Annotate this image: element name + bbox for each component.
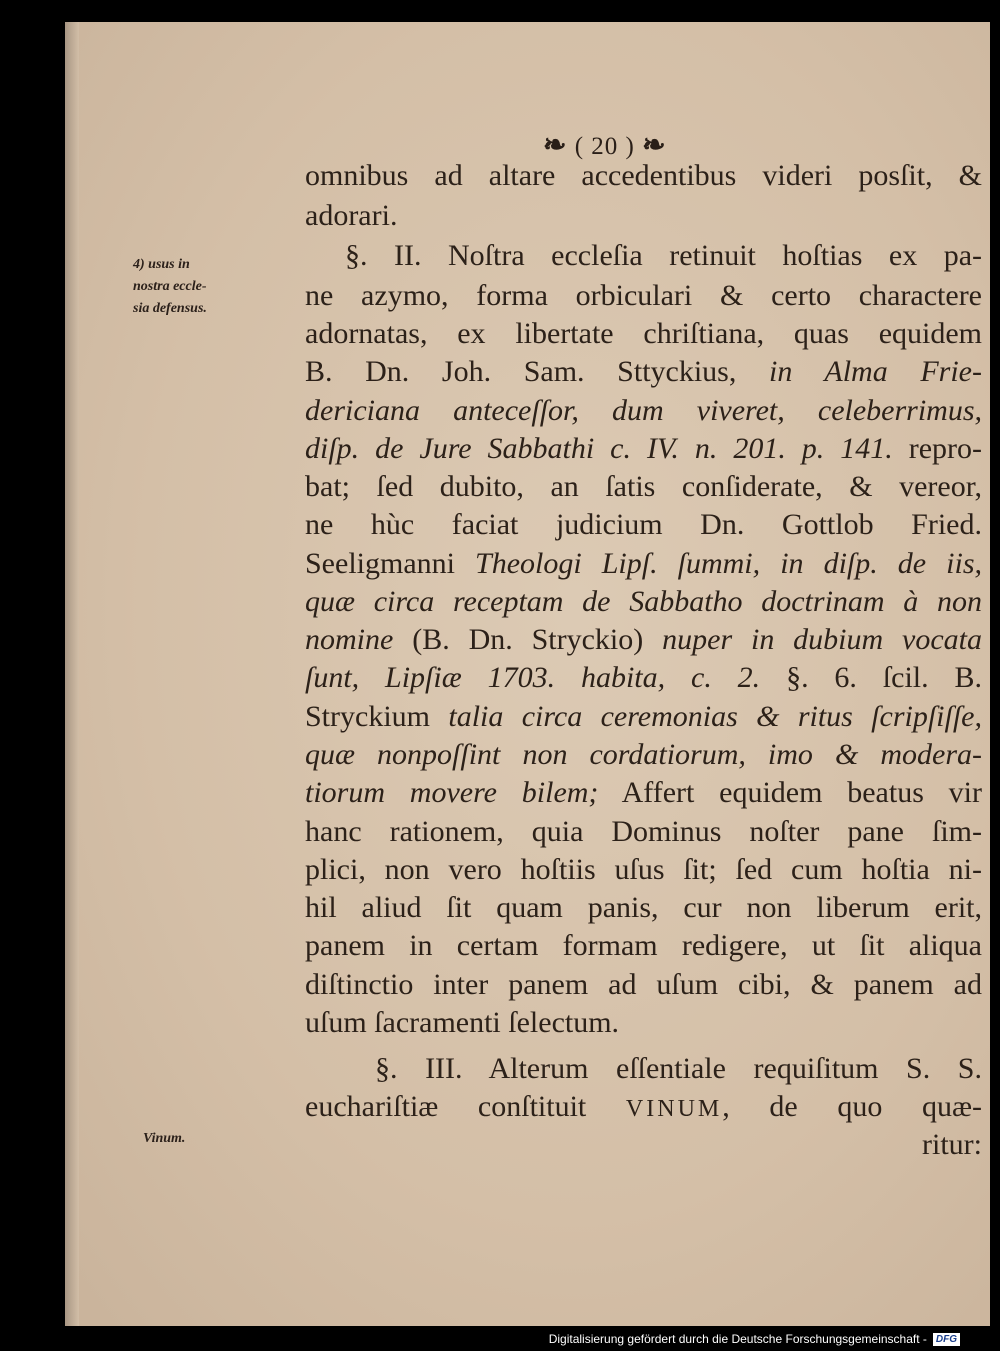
text-line (305, 431, 982, 467)
italic-span: nuper in dubium vocata (662, 623, 983, 656)
text-line (305, 1051, 982, 1087)
text-line: panem in certam formam redigere, ut ſit aliqua (305, 929, 982, 962)
text-line (305, 584, 982, 620)
margin-note-line: sia defensus. (133, 301, 207, 316)
text-span: Noſtra eccleſia retinuit hoſtias ex pa- (448, 239, 983, 272)
italic-span: diſp. de Jure Sabbathi c. IV. n. 201. p. 141. (305, 432, 893, 465)
italic-span: ſunt, Lipſiæ 1703. habita, c. 2. (305, 661, 761, 694)
text-span: Seeligmanni (305, 547, 455, 580)
italic-span: nomine (305, 623, 394, 656)
text-line: omnibus ad altare accedentibus videri posſit, & (305, 159, 982, 192)
text-line (305, 1089, 982, 1127)
text-span: §. 6. ſcil. B. (786, 661, 982, 694)
text-line (305, 737, 982, 773)
italic-span: quæ circa receptam de Sabbatho doctrinam à non (305, 585, 982, 618)
italic-span: in Alma Frie- (768, 355, 982, 388)
section-mark: §. III. (375, 1052, 463, 1085)
italic-span: Theologi Lipſ. ſummi, in diſp. de iis, (475, 547, 982, 580)
text-line (305, 699, 982, 735)
text-line: plici, non vero hoſtiis uſus ſit; ſed cum hoſtia ni- (305, 853, 982, 886)
footer-credit (549, 1330, 960, 1348)
page-header (543, 128, 667, 162)
margin-note-line: nostra eccle- (133, 279, 207, 294)
italic-span: tiorum movere bilem; (305, 776, 599, 809)
text-span: Stryckium (305, 700, 430, 733)
text-line (305, 775, 982, 811)
italic-span: talia circa ceremonias & ritus ſcripſiſſe, (448, 700, 983, 733)
text-span: B. Dn. Joh. Sam. Sttyckius, (305, 355, 737, 388)
text-span: Alterum eſſentiale requiſitum S. S. (488, 1052, 982, 1085)
text-span: Affert equidem beatus vir (621, 776, 983, 809)
section-mark: §. II. (345, 239, 422, 272)
text-line: adorari. (305, 199, 398, 232)
text-span: (B. Dn. Stryckio) (412, 623, 644, 656)
italic-span: dericiana anteceſſor, dum viveret, celeberrimus, (305, 394, 982, 427)
left-ornament-icon: ❧ (543, 130, 568, 161)
margin-note-usus (133, 254, 207, 320)
text-line (305, 393, 982, 429)
text-line (305, 622, 982, 658)
book-page (65, 22, 990, 1326)
page-spine-shadow (65, 22, 79, 1326)
text-line (305, 660, 982, 696)
text-span: , de quo quæ- (722, 1090, 982, 1123)
text-line-catchword: ritur: (922, 1128, 982, 1161)
text-span: euchariſtiæ conſtituit (305, 1090, 587, 1123)
text-line: ne hùc faciat judicium Dn. Gottlob Fried. (305, 508, 982, 541)
text-line: adornatas, ex libertate chriſtiana, quas equidem (305, 317, 982, 350)
page-number: ( 20 ) (574, 133, 635, 160)
text-line: bat; ſed dubito, an ſatis conſiderate, & vereor, (305, 470, 982, 503)
margin-note-line: 4) usus in (133, 257, 190, 272)
dfg-logo-icon: DFG (933, 1333, 960, 1346)
text-span: repro- (908, 432, 982, 465)
margin-note-vinum: Vinum. (143, 1131, 186, 1146)
text-line: hanc rationem, quia Dominus noſter pane ſim- (305, 815, 982, 848)
italic-span: quæ nonpoſſint non cordatiorum, imo & modera- (305, 738, 982, 771)
right-ornament-icon: ❧ (642, 130, 667, 161)
footer-text: Digitalisierung gefördert durch die Deutsche Forschungsgemeinschaft - (548, 1332, 927, 1346)
text-line: diſtinctio inter panem ad uſum cibi, & panem ad (305, 968, 982, 1001)
text-line (305, 546, 982, 582)
text-line: ne azymo, forma orbiculari & certo charactere (305, 279, 982, 312)
text-line: hil aliud ſit quam panis, cur non liberum erit, (305, 891, 982, 924)
text-line (305, 238, 982, 274)
text-line: uſum ſacramenti ſelectum. (305, 1006, 620, 1039)
small-caps-span: VINUM (625, 1096, 723, 1122)
text-line (305, 354, 982, 390)
